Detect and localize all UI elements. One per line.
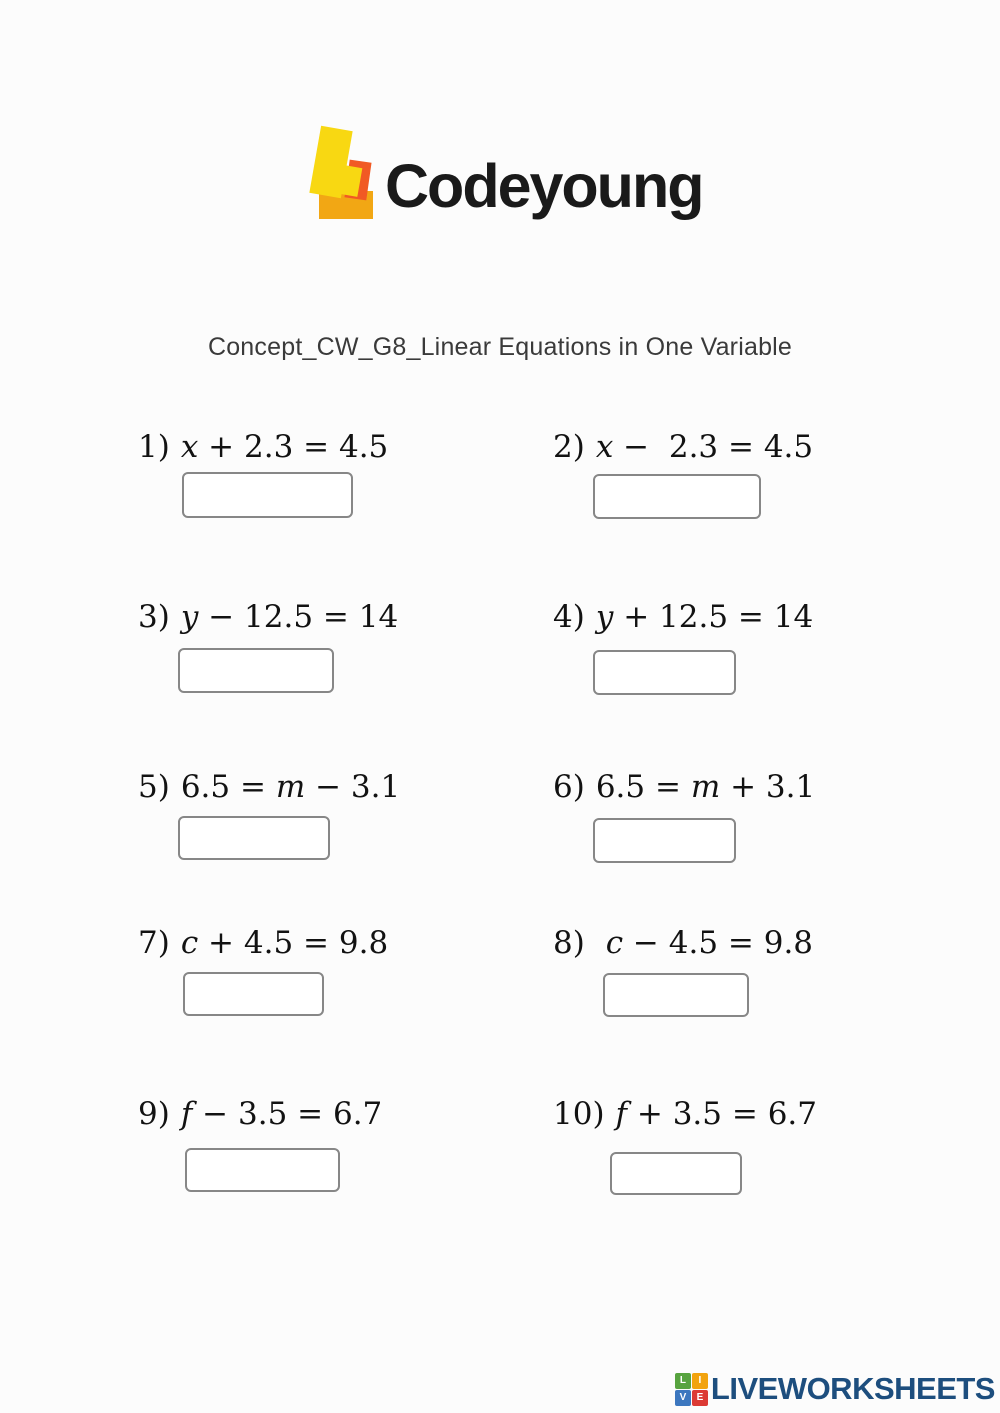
problem-6 xyxy=(553,767,815,863)
equation-post: − 4.5 = 9.8 xyxy=(623,925,814,961)
problem-number: 8) xyxy=(553,925,585,961)
equation-pre: 6.5 = xyxy=(595,769,691,805)
problem-3 xyxy=(138,597,398,693)
icon-letter-e: E xyxy=(692,1390,708,1406)
problem-7 xyxy=(138,923,388,1016)
equation-post: + 2.3 = 4.5 xyxy=(198,429,389,465)
equation-8 xyxy=(553,923,813,963)
answer-input-1[interactable] xyxy=(182,472,353,518)
problem-number: 6) xyxy=(553,769,585,805)
equation-variable: f xyxy=(615,1096,628,1132)
equation-2 xyxy=(553,427,813,467)
icon-letter-i: I xyxy=(692,1373,708,1389)
equation-pre xyxy=(596,925,606,961)
equation-post: + 3.1 xyxy=(720,769,816,805)
problem-number: 10) xyxy=(553,1096,605,1132)
equation-variable: y xyxy=(595,599,614,635)
equation-variable: f xyxy=(180,1096,193,1132)
equation-variable: m xyxy=(275,769,306,805)
equation-10 xyxy=(553,1094,817,1134)
equation-pre: 6.5 = xyxy=(180,769,276,805)
problem-9 xyxy=(138,1094,382,1192)
problem-4 xyxy=(553,597,813,695)
answer-input-3[interactable] xyxy=(178,648,334,693)
problem-number: 9) xyxy=(138,1096,170,1132)
equation-post: + 4.5 = 9.8 xyxy=(198,925,389,961)
answer-input-9[interactable] xyxy=(185,1148,340,1192)
answer-input-2[interactable] xyxy=(593,474,761,519)
problem-number: 7) xyxy=(138,925,170,961)
answer-input-7[interactable] xyxy=(183,972,324,1016)
codeyoung-wordmark: Codeyoung xyxy=(385,152,703,220)
page-title: Concept_CW_G8_Linear Equations in One Variable xyxy=(207,333,793,361)
equation-post: − 3.5 = 6.7 xyxy=(192,1096,383,1132)
problem-8 xyxy=(553,923,813,1017)
answer-input-4[interactable] xyxy=(593,650,736,695)
problem-number: 4) xyxy=(553,599,585,635)
equation-4 xyxy=(553,597,813,637)
liveworksheets-wordmark: LIVEWORKSHEETS xyxy=(710,1371,995,1406)
answer-input-8[interactable] xyxy=(603,973,749,1017)
problem-5 xyxy=(138,767,400,860)
equation-5 xyxy=(138,767,400,807)
problem-number: 3) xyxy=(138,599,170,635)
liveworksheets-grid-icon xyxy=(675,1373,708,1406)
equation-variable: m xyxy=(690,769,721,805)
equation-7 xyxy=(138,923,388,963)
problem-2 xyxy=(553,427,813,519)
problem-1 xyxy=(138,427,388,518)
equation-post: + 12.5 = 14 xyxy=(613,599,814,635)
problem-number: 1) xyxy=(138,429,170,465)
answer-input-5[interactable] xyxy=(178,816,330,860)
icon-letter-v: V xyxy=(675,1390,691,1406)
equation-post: − 3.1 xyxy=(305,769,401,805)
equation-1 xyxy=(138,427,388,467)
equation-6 xyxy=(553,767,815,807)
equation-variable: c xyxy=(180,925,199,961)
equation-post: − 12.5 = 14 xyxy=(198,599,399,635)
equation-variable: c xyxy=(605,925,624,961)
equation-post: + 3.5 = 6.7 xyxy=(627,1096,817,1132)
problem-10 xyxy=(553,1094,817,1195)
equation-variable: y xyxy=(180,599,199,635)
logo-yellow-foot-icon xyxy=(334,164,363,197)
equation-3 xyxy=(138,597,398,637)
equation-9 xyxy=(138,1094,382,1134)
equation-post: − 2.3 = 4.5 xyxy=(613,429,814,465)
answer-input-6[interactable] xyxy=(593,818,736,863)
problem-number: 2) xyxy=(553,429,585,465)
icon-letter-l: L xyxy=(675,1373,691,1389)
liveworksheets-brand xyxy=(675,1371,995,1407)
equation-variable: x xyxy=(180,429,199,465)
problem-number: 5) xyxy=(138,769,170,805)
answer-input-10[interactable] xyxy=(610,1152,742,1195)
equation-variable: x xyxy=(595,429,614,465)
